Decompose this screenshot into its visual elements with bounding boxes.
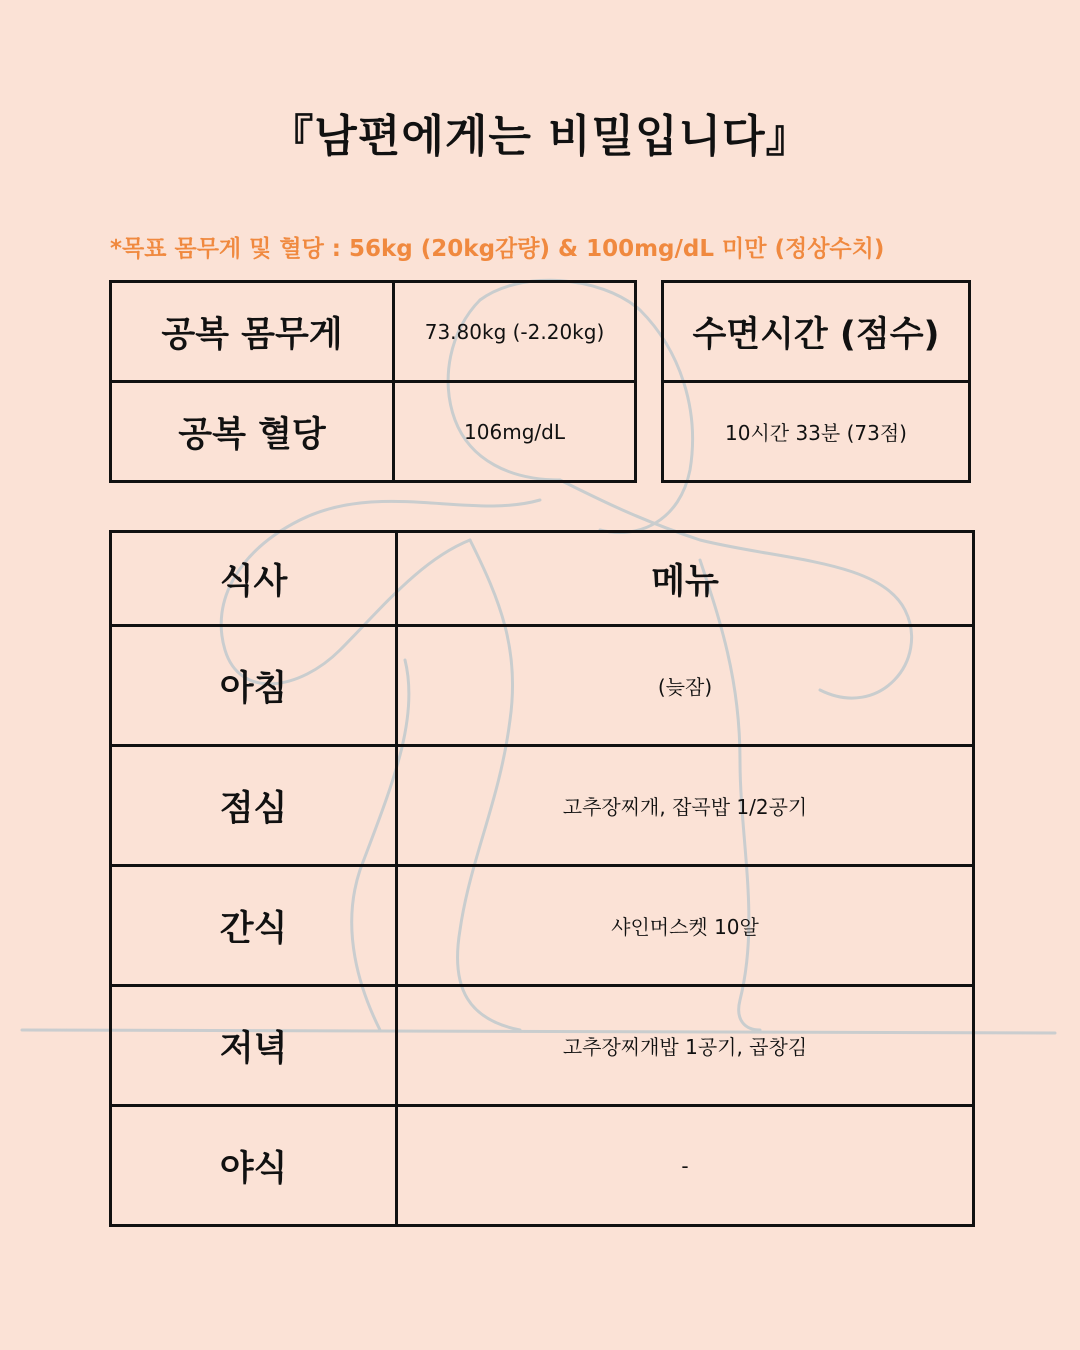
glucose-value: 106mg/dL	[394, 382, 636, 482]
weight-value: 73.80kg (-2.20kg)	[394, 282, 636, 382]
table-row	[111, 1106, 974, 1226]
glucose-row	[111, 382, 636, 482]
meal-name: 점심	[111, 746, 397, 866]
table-row	[111, 626, 974, 746]
meal-menu: 고추장찌개밥 1공기, 곱창김	[397, 986, 974, 1106]
meal-table	[109, 530, 975, 1227]
meal-column-header: 식사	[111, 532, 397, 626]
sleep-label: 수면시간 (점수)	[663, 282, 970, 382]
meal-name: 저녁	[111, 986, 397, 1106]
glucose-label: 공복 혈당	[111, 382, 394, 482]
table-row	[111, 746, 974, 866]
meal-menu: 고추장찌개, 잡곡밥 1/2공기	[397, 746, 974, 866]
sleep-table	[661, 280, 971, 483]
goal-note: *목표 몸무게 및 혈당 : 56kg (20kg감량) & 100mg/dL 미만 (정상수치)	[110, 236, 885, 262]
fasting-stats-table	[109, 280, 637, 483]
meal-name: 아침	[111, 626, 397, 746]
sleep-header-row	[663, 282, 970, 382]
menu-column-header: 메뉴	[397, 532, 974, 626]
meal-table-header	[111, 532, 974, 626]
sleep-value-row	[663, 382, 970, 482]
weight-label: 공복 몸무게	[111, 282, 394, 382]
table-row	[111, 986, 974, 1106]
sleep-value: 10시간 33분 (73점)	[663, 382, 970, 482]
weight-row	[111, 282, 636, 382]
meal-name: 간식	[111, 866, 397, 986]
meal-name: 야식	[111, 1106, 397, 1226]
table-row	[111, 866, 974, 986]
page-title: 『남편에게는 비밀입니다』	[269, 111, 811, 162]
meal-menu: (늦잠)	[397, 626, 974, 746]
meal-menu: 샤인머스켓 10알	[397, 866, 974, 986]
meal-menu: -	[397, 1106, 974, 1226]
